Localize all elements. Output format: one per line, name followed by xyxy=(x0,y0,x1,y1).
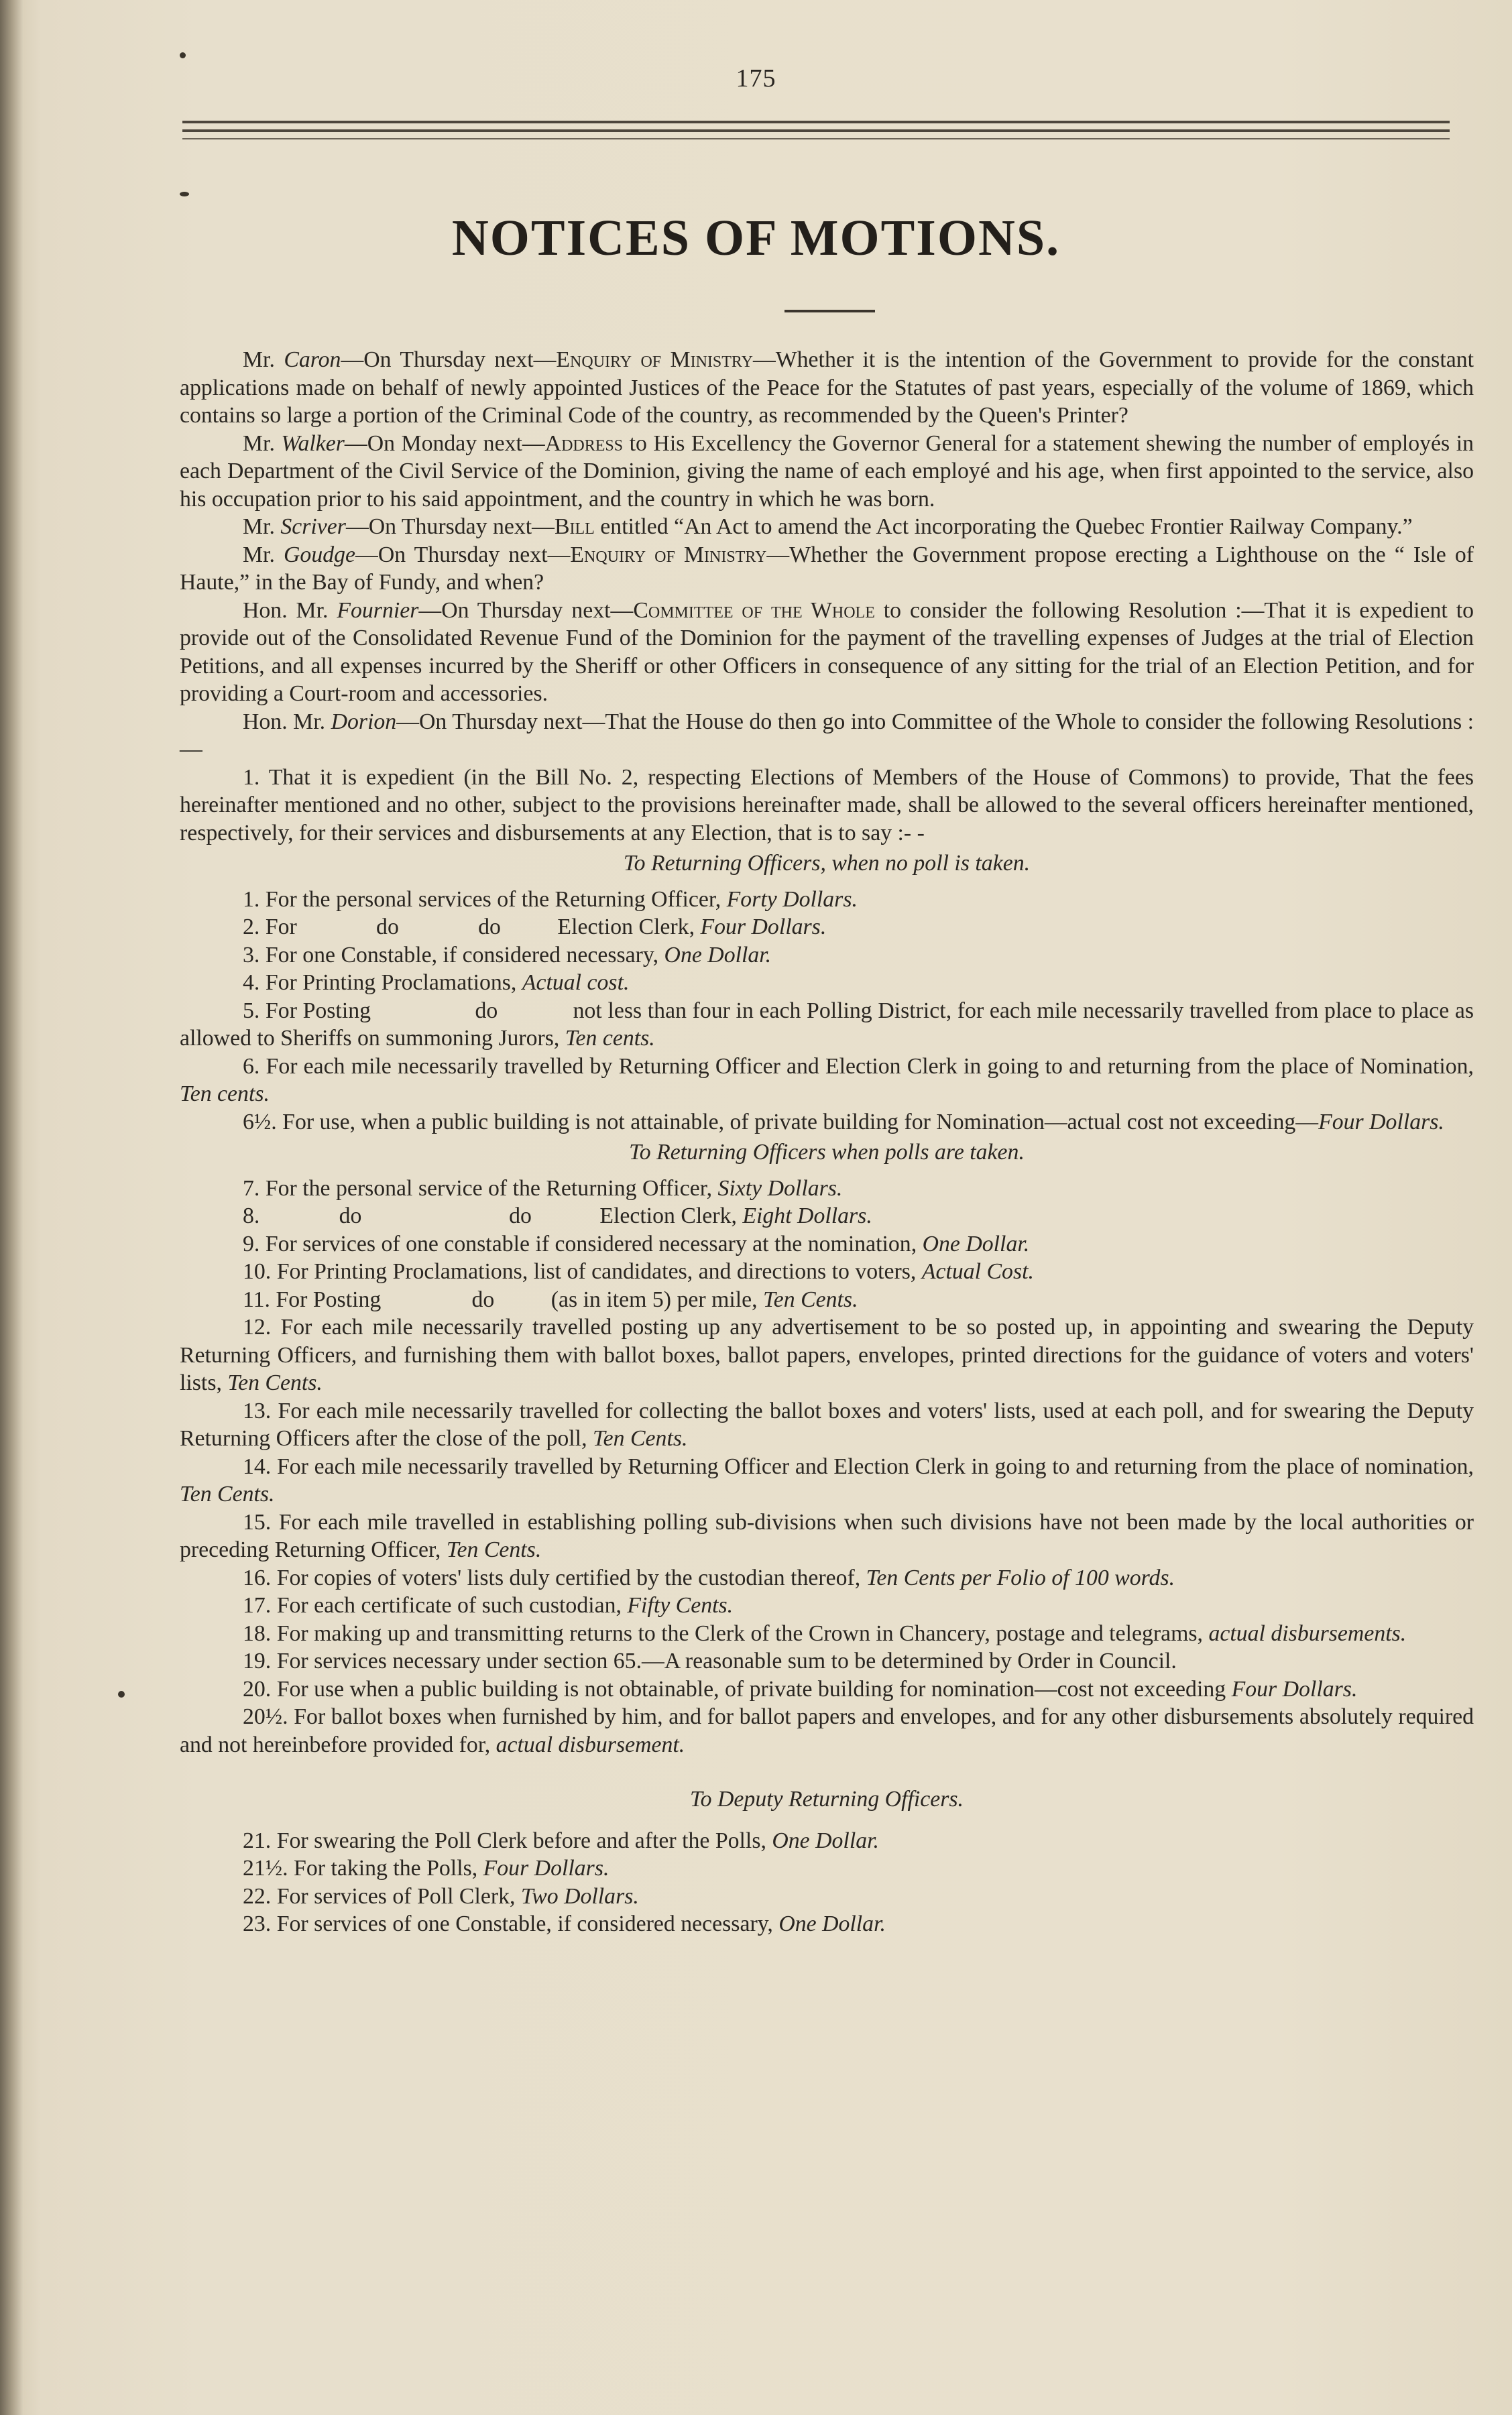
page-title: NOTICES OF MOTIONS. xyxy=(451,210,1061,266)
motion-dorion: Hon. Mr. Dorion—On Thursday next—That the House do then go into Committee of the Whole to consider the following Resolutions :— xyxy=(180,709,1474,762)
section-heading-polls-taken: To Returning Officers when polls are taken. xyxy=(629,1140,1025,1165)
book-spine-shadow xyxy=(0,0,23,2415)
fee-item-19: 19. For services necessary under section 65.—A reasonable sum to be determined by Order in Council. xyxy=(243,1649,1177,1673)
fee-item-14: 14. For each mile necessarily travelled by Returning Officer and Election Clerk in going to and returning from the place of nomination, Ten Cents. xyxy=(180,1454,1474,1507)
fee-item-20: 20. For use when a public building is not obtainable, of private building for nomination—cost not exceeding Four Dollars. xyxy=(243,1676,1358,1702)
fee-item-7: 7. For the personal service of the Returning Officer, Sixty Dollars. xyxy=(243,1175,843,1201)
fee-item-2: 2. For do do Election Clerk, Four Dollars. xyxy=(243,915,827,939)
fee-item-4: 4. For Printing Proclamations, Actual cost. xyxy=(243,970,630,995)
motion-scriver: Mr. Scriver—On Thursday next—Bill entitled “An Act to amend the Act incorporating the Quebec Frontier Railway Company.” xyxy=(243,514,1413,539)
fee-item-6: 6. For each mile necessarily travelled by Returning Officer and Election Clerk in going to and returning from the place of Nomination, Ten cents. xyxy=(180,1053,1474,1106)
fee-item-21: 21. For swearing the Poll Clerk before and after the Polls, One Dollar. xyxy=(243,1828,879,1853)
fee-item-18: 18. For making up and transmitting returns to the Clerk of the Crown in Chancery, postage and telegrams, actual disbursements. xyxy=(243,1621,1407,1646)
title-rule xyxy=(784,310,875,312)
member-name: Scriver xyxy=(280,514,346,539)
fee-item-8: 8. do do Election Clerk, Eight Dollars. xyxy=(243,1203,872,1228)
resolution-1: 1. That it is expedient (in the Bill No. 2, respecting Elections of Members of the House of Commons) to provide, That the fees hereinafter mentioned and no other, subject to the provisions hereinafter made, shall be allowed to the several officers hereinafter mentioned, respectively, for their services and disbursements at any Election, that is to say :- - xyxy=(180,764,1474,845)
page-number: 175 xyxy=(736,64,776,93)
member-name: Fournier xyxy=(337,597,419,623)
header-rule xyxy=(182,138,1450,139)
motion-goudge: Mr. Goudge—On Thursday next—Enquiry of Ministry—Whether the Government propose erecting a Lighthouse on the “ Isle of Haute,” in the Bay of Fundy, and when? xyxy=(180,542,1474,595)
fee-item-15: 15. For each mile travelled in establishing polling sub-divisions when such divisions have not been made by the local authorities or preceding Returning Officer, Ten Cents. xyxy=(180,1509,1474,1562)
member-name: Walker xyxy=(281,430,345,456)
fee-item-16: 16. For copies of voters' lists duly certified by the custodian thereof, Ten Cents per Folio of 100 words. xyxy=(243,1565,1175,1590)
fee-item-12: 12. For each mile necessarily travelled posting up any advertisement to be so posted up, in appointing and swearing the Deputy Returning Officers, and furnishing them with ballot boxes, ballot papers, envelopes, printed directions for the guidance of voters and voters' lists, Ten Cents. xyxy=(180,1315,1474,1395)
fee-item-13: 13. For each mile necessarily travelled for collecting the ballot boxes and voters' lists, used at each poll, and for swearing the Deputy Returning Officers after the close of the poll, Ten Cents. xyxy=(180,1398,1474,1451)
fee-item-20-half: 20½. For ballot boxes when furnished by him, and for ballot papers and envelopes, and for any other disbursements absolutely required and not hereinbefore provided for, actual disbursement. xyxy=(180,1704,1474,1757)
member-name: Caron xyxy=(284,347,341,372)
fee-item-6-half: 6½. For use, when a public building is not attainable, of private building for Nomination—actual cost not exceeding—Four Dollars. xyxy=(243,1109,1444,1134)
motion-caron: Mr. Caron—On Thursday next—Enquiry of Ministry—Whether it is the intention of the Government to provide for the constant applications made on behalf of newly appointed Justices of the Peace for the Statutes of past years, especially of the volume of 1869, which contains so large a portion of the Criminal Code of the country, as recommended by the Queen's Printer? xyxy=(180,347,1474,428)
header-rule xyxy=(182,129,1450,132)
member-name: Goudge xyxy=(284,542,356,567)
motion-fournier: Hon. Mr. Fournier—On Thursday next—Committee of the Whole to consider the following Resolution :—That it is expedient to provide out of the Consolidated Revenue Fund of the Dominion for the payment of the travelling expenses of Judges at the trial of Election Petitions, and all expenses incurred by the Sheriff or other Officers in consequence of any sitting for the trial of an Election Petition, and for providing a Court-room and accessories. xyxy=(180,597,1474,706)
motion-walker: Mr. Walker—On Monday next—Address to His Excellency the Governor General for a statement shewing the number of employés in each Department of the Civil Service of the Dominion, giving the name of each employé and his age, when first appointed to the service, also his occupation prior to his said appointment, and the country in which he was born. xyxy=(180,430,1474,512)
ink-speck xyxy=(118,1691,125,1698)
notices-body xyxy=(180,346,1474,1938)
fee-item-11: 11. For Posting do (as in item 5) per mile, Ten Cents. xyxy=(243,1287,858,1312)
ink-speck xyxy=(180,192,189,196)
fee-item-23: 23. For services of one Constable, if considered necessary, One Dollar. xyxy=(243,1911,886,1936)
fee-item-3: 3. For one Constable, if considered necessary, One Dollar. xyxy=(243,942,772,967)
section-heading-deputy: To Deputy Returning Officers. xyxy=(689,1787,964,1812)
ink-speck xyxy=(180,52,186,58)
fee-item-1: 1. For the personal services of the Returning Officer, Forty Dollars. xyxy=(243,886,858,912)
fee-item-10: 10. For Printing Proclamations, list of candidates, and directions to voters, Actual Cost. xyxy=(243,1259,1034,1284)
fee-item-22: 22. For services of Poll Clerk, Two Dollars. xyxy=(243,1883,639,1909)
fee-item-5: 5. For Posting do not less than four in each Polling District, for each mile necessarily travelled from place to place as allowed to Sheriffs on summoning Jurors, Ten cents. xyxy=(180,998,1474,1051)
header-rule xyxy=(182,121,1450,123)
member-name: Dorion xyxy=(331,709,397,734)
fee-item-17: 17. For each certificate of such custodian, Fifty Cents. xyxy=(243,1593,734,1618)
fee-item-9: 9. For services of one constable if considered necessary at the nomination, One Dollar. xyxy=(243,1231,1030,1256)
section-heading-no-poll: To Returning Officers, when no poll is taken. xyxy=(623,851,1031,876)
fee-item-21-half: 21½. For taking the Polls, Four Dollars. xyxy=(243,1856,609,1881)
